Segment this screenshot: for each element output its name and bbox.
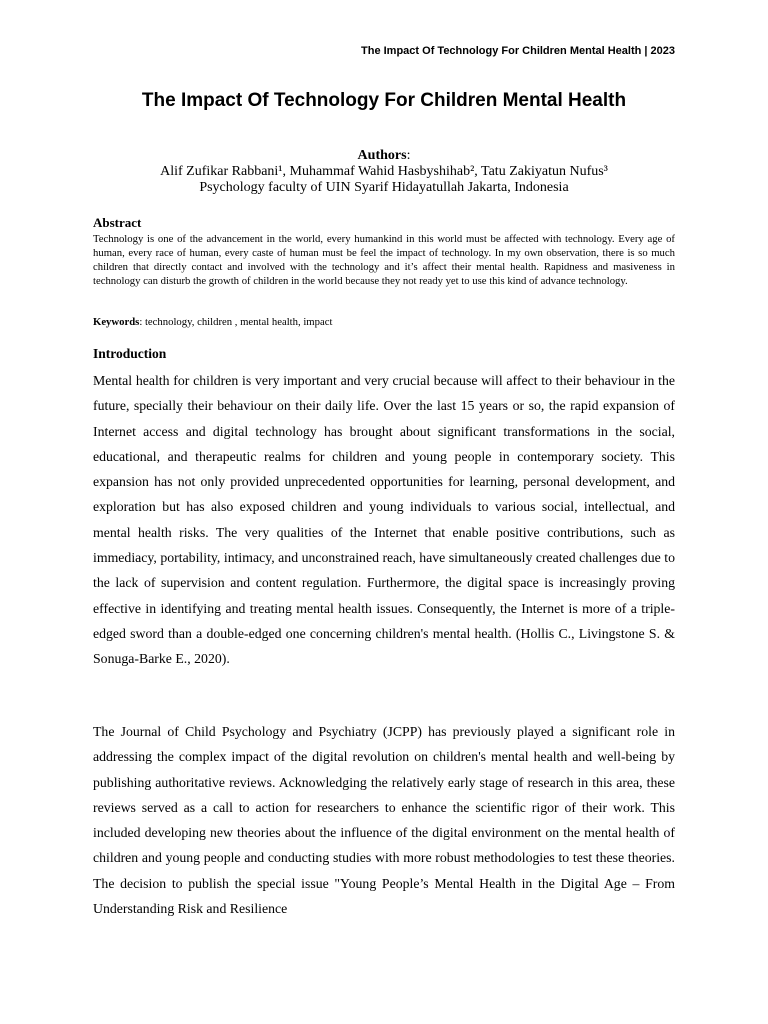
introduction-heading: Introduction bbox=[93, 346, 167, 361]
introduction-paragraph-2: The Journal of Child Psychology and Psychiatry (JCPP) has previously played a significant role in addressing the complex impact of the digital revolution on children's mental health and well-being by publishing authoritative reviews. Acknowledging the relatively early stage of research in this area, these reviews served as a call to action for researchers to enhance the scientific rigor of their work. This included developing new theories about the influence of the digital environment on the mental health of children and young people and conducting studies with more robust methodologies to test these theories. The decision to publish the special issue "Young People’s Mental Health in the Digital Age – From Understanding Risk and Resilience bbox=[93, 724, 675, 917]
introduction-paragraph-1: Mental health for children is very important and very crucial because will affect to their behaviour in the future, specially their behaviour on their daily life. Over the last 15 years or so, the rapid expansion of Internet access and digital technology has brought about significant transformations in the social, educational, and therapeutic realms for children and young people in contemporary society. This expansion has not only provided unprecedented opportunities for learning, personal development, and exploration but has also exposed children and young individuals to various social, intellectual, and mental health risks. The very qualities of the Internet that enable positive contributions, such as immediacy, portability, intimacy, and unconstrained reach, have simultaneously created challenges due to the lack of supervision and content regulation. Furthermore, the digital space is increasingly proving effective in identifying and treating mental health issues. Consequently, the Internet is more of a triple-edged sword than a double-edged one concerning children's mental health. (Hollis C., Livingstone S. & Sonuga-Barke E., 2020). bbox=[93, 373, 675, 667]
running-header: The Impact Of Technology For Children Mental Health | 2023 bbox=[361, 45, 675, 57]
keywords-label: Keywords bbox=[93, 316, 140, 328]
abstract-text: Technology is one of the advancement in the world, every humankind in this world must be affected with technology. Every age of human, every race of human, every caste of human must be feel the impact of technology. In my own observation, there is so much children that directly contact and involved with the technology and it’s affect their mental health. Rapidness and masiveness in technology can disturb the growth of children in the world because they not ready yet to use this kind of advance technology. bbox=[93, 233, 675, 287]
keywords-line bbox=[93, 316, 675, 328]
author-affiliation: Psychology faculty of UIN Syarif Hidayatullah Jakarta, Indonesia bbox=[199, 180, 569, 195]
authors-block bbox=[0, 148, 768, 196]
keywords-text: : technology, children , mental health, impact bbox=[139, 316, 333, 328]
abstract-heading: Abstract bbox=[93, 215, 142, 230]
authors-heading: Authors: bbox=[357, 148, 411, 163]
authors-label: Authors bbox=[357, 148, 407, 163]
paper-title: The Impact Of Technology For Children Mental Health bbox=[141, 90, 627, 111]
author-names: Alif Zufikar Rabbani¹, Muhammaf Wahid Hasbyshihab², Tatu Zakiyatun Nufus³ bbox=[160, 164, 608, 179]
